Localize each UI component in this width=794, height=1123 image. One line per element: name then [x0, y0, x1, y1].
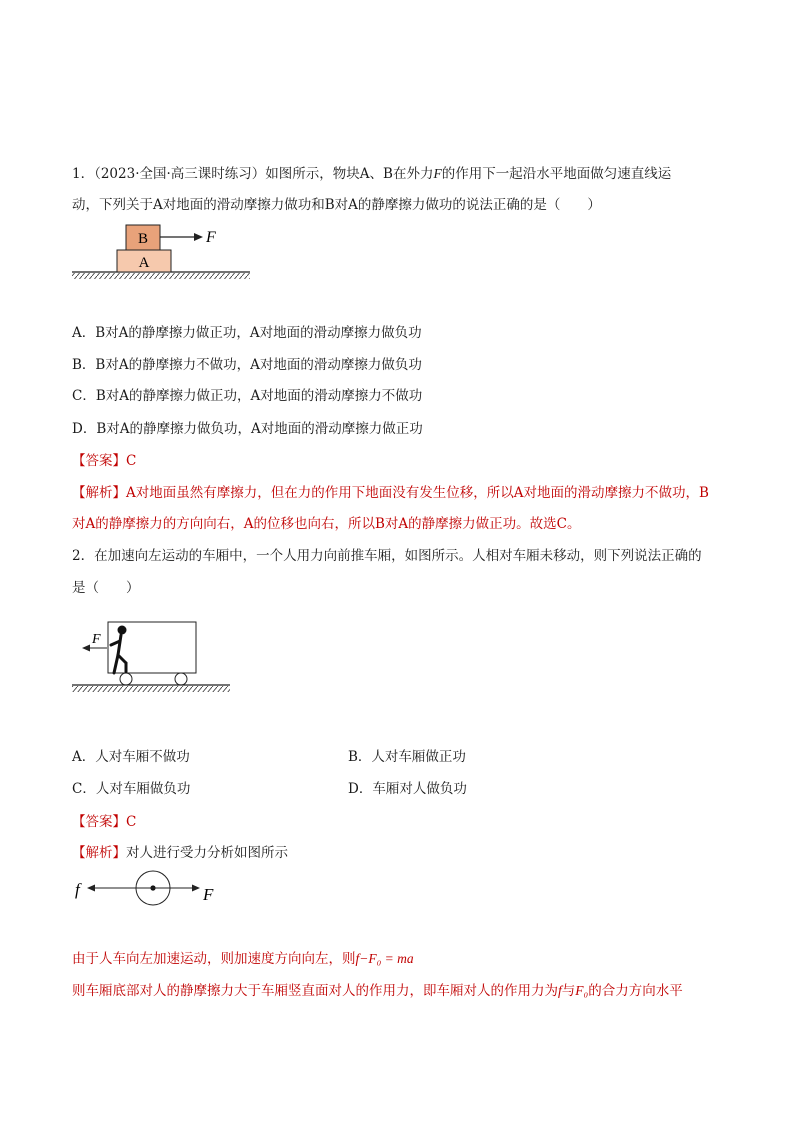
q1-stem-line1: [72, 164, 671, 184]
q2-friction-label: f: [75, 880, 80, 899]
q2-conclusion-tail: 的合力方向水平: [588, 983, 683, 999]
q2-wheel-left: [120, 673, 132, 685]
q1-analysis-tag: 【解析】: [72, 485, 126, 501]
q1-option-c: C．B对A的静摩擦力做正功，A对地面的滑动摩擦力不做功: [72, 388, 423, 404]
q2-option-a: A．人对车厢不做功: [72, 749, 190, 765]
q1-block-a-label: A: [138, 255, 150, 271]
q2-ground-hatch: [72, 686, 230, 692]
q1-analysis-text: A对地面虽然有摩擦力，但在力的作用下地面没有发生位移，所以A对地面的滑动摩擦力不做功，B: [126, 485, 709, 501]
q2-stem-line2: 是（ ）: [72, 580, 140, 596]
q1-stem-line2: 动，下列关于A对地面的滑动摩擦力做功和B对A的静摩擦力做功的说法正确的是（ ）: [72, 197, 601, 213]
q1-option-d: D．B对A的静摩擦力做负功，A对地面的滑动摩擦力做正功: [72, 421, 423, 437]
q2-analysis-tag: 【解析】: [72, 845, 126, 861]
q2-force-label: F: [92, 632, 101, 647]
q1-stem-text-cont: 的作用下一起沿水平地面做匀速直线运: [441, 166, 672, 182]
q2-answer: [72, 812, 136, 832]
q1-force-symbol: F: [433, 166, 442, 181]
q1-answer: [72, 451, 136, 471]
q1-figure: [72, 222, 252, 282]
q2-conclusion-f0: F₀: [575, 983, 589, 998]
q2-push-arrowhead: [192, 885, 200, 892]
q2-push-label: F: [203, 885, 214, 904]
q2-wheel-right: [175, 673, 187, 685]
q1-force-label: F: [206, 229, 216, 246]
q2-force-arrowhead: [82, 645, 90, 652]
q1-ground-hatch: [72, 273, 250, 279]
q2-conclusion-text: 则车厢底部对人的静摩擦力大于车厢竖直面对人的作用力，即车厢对人的作用力为: [72, 983, 558, 999]
q1-stem-text: 1．（2023·全国·高三课时练习）如图所示，物块A、B在外力: [72, 166, 434, 182]
q2-analysis-intro: 对人进行受力分析如图所示: [126, 845, 288, 861]
q1-analysis-line1: [72, 483, 709, 503]
q2-answer-tag: 【答案】: [72, 814, 126, 830]
q2-friction-arrowhead: [87, 885, 95, 892]
q1-option-b: B．B对A的静摩擦力不做功，A对地面的滑动摩擦力做负功: [72, 357, 422, 373]
q1-option-a: A．B对A的静摩擦力做正功，A对地面的滑动摩擦力做负功: [72, 325, 422, 341]
q2-option-d: D．车厢对人做负功: [348, 781, 467, 797]
q2-force-diagram: [72, 870, 232, 908]
q2-conclusion-f: f: [558, 983, 562, 998]
q2-conclusion-and: 与: [561, 983, 576, 999]
q2-equation: f−F₀ = ma: [355, 951, 414, 966]
q2-person: [111, 626, 127, 674]
q2-figure: [72, 615, 237, 700]
q1-force-arrowhead: [194, 233, 203, 241]
q2-analysis-line1: [72, 843, 288, 863]
q2-option-b: B．人对车厢做正功: [348, 749, 466, 765]
q1-analysis-line2: 对A的静摩擦力的方向向右，A的位移也向右，所以B对A的静摩擦力做正功。故选C。: [72, 516, 581, 532]
q2-conclusion: [72, 981, 683, 1001]
q1-answer-value: C: [126, 453, 137, 469]
q2-derivation-text: 由于人车向左加速运动，则加速度方向向左，则: [72, 951, 356, 967]
q2-option-c: C．人对车厢做负功: [72, 781, 191, 797]
q2-derivation: [72, 949, 414, 969]
q2-stem-line1: 2．在加速向左运动的车厢中，一个人用力向前推车厢，如图所示。人相对车厢未移动，则下列说法正确的: [72, 548, 702, 564]
q1-answer-tag: 【答案】: [72, 453, 126, 469]
q1-block-b-label: B: [137, 231, 149, 247]
q2-answer-value: C: [126, 814, 137, 830]
